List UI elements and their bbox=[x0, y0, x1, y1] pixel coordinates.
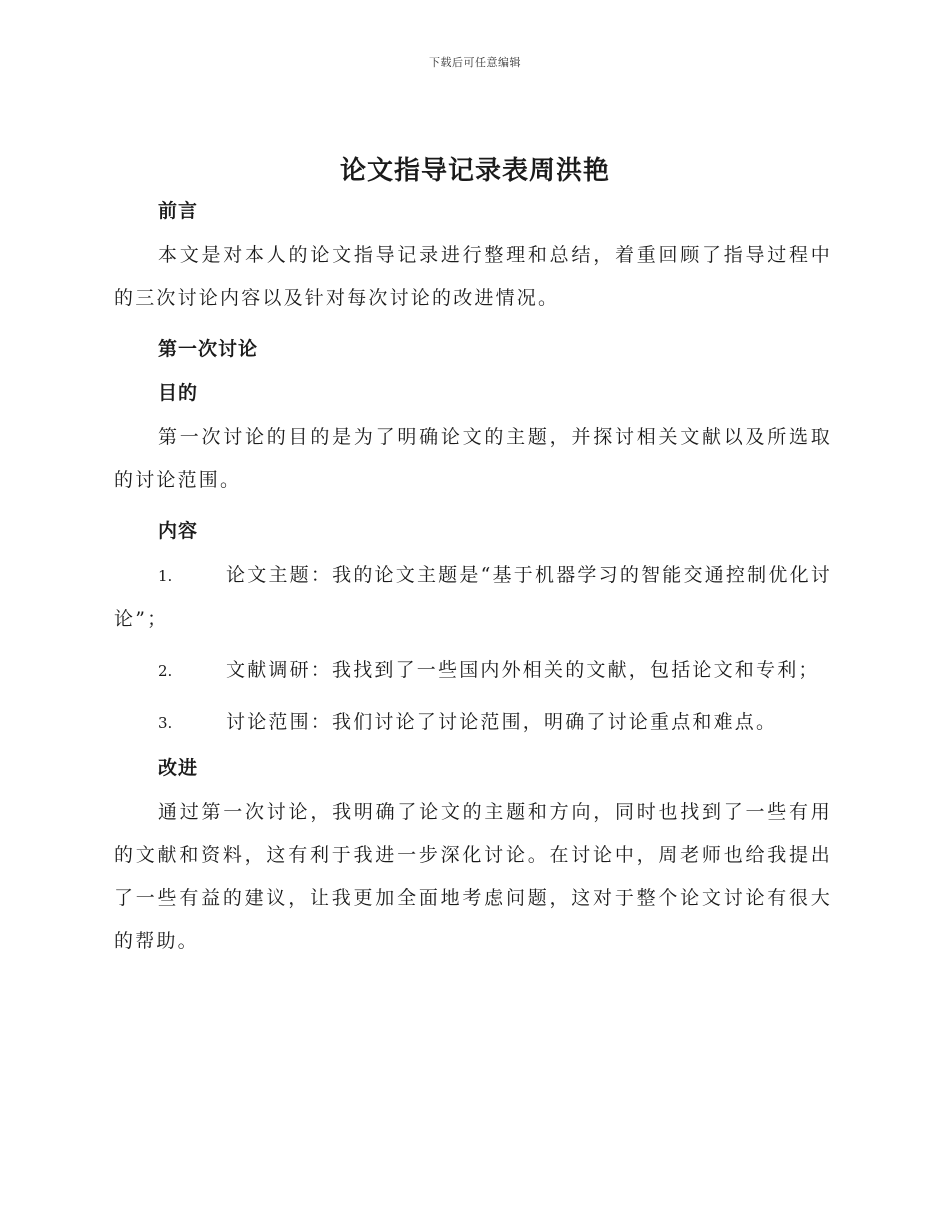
list-item bbox=[114, 554, 832, 641]
list-item-number: 2. bbox=[158, 662, 173, 680]
list-item bbox=[114, 649, 832, 693]
improve-heading: 改进 bbox=[158, 757, 199, 779]
preface-heading: 前言 bbox=[158, 200, 199, 222]
improve-paragraph: 通过第一次讨论，我明确了论文的主题和方向，同时也找到了一些有用的文献和资料，这有利于我进一步深化讨论。在讨论中，周老师也给我提出了一些有益的建议，让我更加全面地考虑问题，这对于整个论文讨论有很大的帮助。 bbox=[114, 801, 832, 952]
content-heading: 内容 bbox=[158, 520, 199, 542]
header-note: 下载后可任意编辑 bbox=[429, 56, 521, 69]
list-item-text: 讨论范围：我们讨论了讨论范围，明确了讨论重点和难点。 bbox=[226, 711, 778, 733]
preface-paragraph: 本文是对本人的论文指导记录进行整理和总结，着重回顾了指导过程中的三次讨论内容以及针对每次讨论的改进情况。 bbox=[114, 244, 832, 309]
list-item-text: 文献调研：我找到了一些国内外相关的文献，包括论文和专利； bbox=[226, 659, 820, 681]
list-item-number: 1. bbox=[158, 567, 173, 585]
section1-heading: 第一次讨论 bbox=[158, 338, 259, 360]
purpose-paragraph: 第一次讨论的目的是为了明确论文的主题，并探讨相关文献以及所选取的讨论范围。 bbox=[114, 426, 832, 491]
list-item-number: 3. bbox=[158, 714, 173, 732]
document-body bbox=[114, 196, 832, 963]
list-item bbox=[114, 701, 832, 745]
document-title: 论文指导记录表周洪艳 bbox=[339, 156, 610, 186]
list-item-text: 论文主题：我的论文主题是“基于机器学习的智能交通控制优化讨论”； bbox=[114, 564, 832, 630]
purpose-heading: 目的 bbox=[158, 382, 199, 404]
